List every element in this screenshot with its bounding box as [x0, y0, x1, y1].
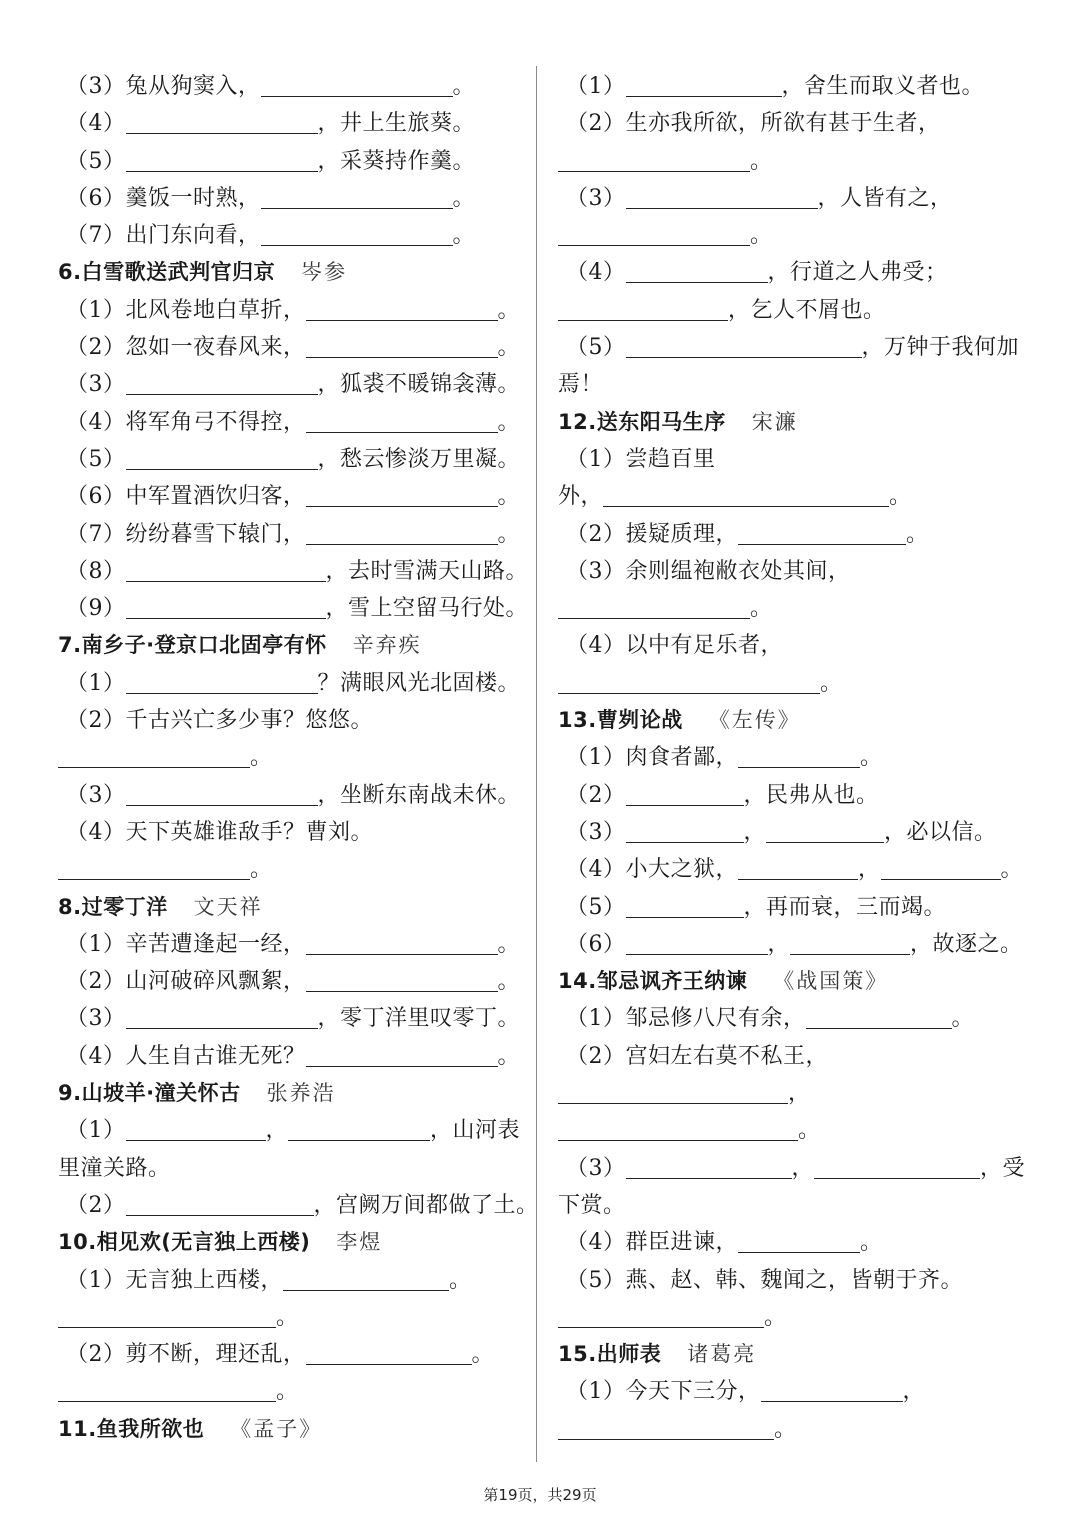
- line-text: 里潼关路。: [58, 1155, 171, 1181]
- line-text: ，必以信。: [884, 819, 997, 845]
- fill-in-blank[interactable]: [558, 1079, 788, 1104]
- line-text: （5）: [566, 335, 626, 361]
- section-heading: 南乡子·登京口北固亭有怀: [81, 633, 327, 658]
- line-text: 。: [497, 335, 521, 361]
- exercise-line: [58, 702, 524, 739]
- column-divider: [536, 66, 537, 1462]
- fill-in-blank[interactable]: [306, 296, 498, 321]
- exercise-line: [58, 105, 524, 142]
- exercise-line: [558, 627, 1028, 664]
- fill-in-blank[interactable]: [126, 781, 318, 806]
- line-text: 。: [449, 1267, 472, 1293]
- line-text: ，零丁洋里叹零丁。: [317, 1006, 521, 1032]
- line-text: 。: [276, 1304, 299, 1330]
- line-text: （4）群臣进谏，: [566, 1230, 738, 1256]
- line-text: （6）羹饭一时熟，: [66, 185, 261, 211]
- line-text: （3）: [566, 1155, 626, 1181]
- exercise-line: [558, 366, 1028, 403]
- exercise-line: [558, 814, 1028, 851]
- exercise-line: [58, 814, 524, 851]
- fill-in-blank[interactable]: [306, 408, 498, 433]
- line-text: ，雪上空留马行处。: [325, 596, 529, 622]
- exercise-line: [558, 665, 1028, 702]
- line-text: 下赏。: [558, 1192, 626, 1218]
- line-text: ，: [788, 1081, 811, 1107]
- section-number: 6.: [58, 260, 82, 285]
- exercise-line: [558, 68, 1028, 105]
- line-text: ，故逐之。: [910, 931, 1023, 957]
- fill-in-blank[interactable]: [288, 1116, 430, 1141]
- section-author: 岑参: [301, 260, 348, 285]
- line-text: （3）: [566, 185, 626, 211]
- fill-in-blank[interactable]: [306, 1340, 472, 1365]
- fill-in-blank[interactable]: [306, 967, 498, 992]
- line-text: 。: [951, 1006, 975, 1032]
- right-column: [558, 68, 1028, 1448]
- exercise-line: [58, 1000, 524, 1037]
- line-text: 。: [1000, 857, 1024, 883]
- exercise-line: [58, 1112, 524, 1149]
- section-author: 《左传》: [708, 708, 801, 733]
- fill-in-blank[interactable]: [261, 72, 453, 97]
- section-title: [558, 1336, 1028, 1373]
- exercise-line: [558, 926, 1028, 963]
- line-text: ，舍生而取义者也。: [781, 74, 985, 99]
- line-text: ，坐断东南战未休。: [317, 782, 521, 808]
- fill-in-blank[interactable]: [626, 1154, 792, 1179]
- line-text: （3）: [66, 782, 126, 808]
- line-text: ，民弗从也。: [743, 782, 879, 808]
- section-title: [558, 404, 1028, 441]
- fill-in-blank[interactable]: [738, 1228, 860, 1253]
- exercise-line: [558, 516, 1028, 553]
- left-column: [58, 68, 539, 1448]
- section-heading: 白雪歌送武判官归京: [81, 260, 276, 285]
- exercise-line: [58, 1150, 524, 1187]
- fill-in-blank[interactable]: [126, 669, 318, 694]
- line-text: （7）纷纷暮雪下辕门，: [66, 521, 306, 547]
- line-text: （1）: [66, 670, 126, 696]
- fill-in-blank[interactable]: [738, 855, 858, 880]
- fill-in-blank[interactable]: [126, 594, 326, 619]
- section-heading: 过零丁洋: [81, 894, 168, 919]
- fill-in-blank[interactable]: [283, 1266, 449, 1291]
- line-text: （2）千古兴亡多少事？悠悠。: [66, 708, 373, 734]
- fill-in-blank[interactable]: [790, 930, 910, 955]
- exercise-line: [58, 68, 524, 105]
- line-text: 。: [497, 521, 521, 547]
- exercise-line: [58, 739, 524, 776]
- fill-in-blank[interactable]: [814, 1154, 980, 1179]
- exercise-line: [558, 1187, 1028, 1224]
- line-text: ，狐裘不暖锦衾薄。: [317, 372, 521, 398]
- line-text: （2）剪不断，理还乱，: [66, 1342, 306, 1368]
- exercise-line: [558, 1224, 1028, 1261]
- fill-in-blank[interactable]: [126, 1004, 318, 1029]
- fill-in-blank[interactable]: [261, 221, 453, 246]
- exercise-line: [58, 1336, 524, 1373]
- line-text: ，: [767, 931, 791, 957]
- exercise-line: [58, 1038, 524, 1075]
- fill-in-blank[interactable]: [261, 184, 453, 209]
- line-text: （9）: [66, 596, 126, 622]
- line-text: （5）: [566, 894, 626, 920]
- line-text: （2）山河破碎风飘絮，: [66, 969, 306, 995]
- line-text: （1）肉食者鄙，: [566, 745, 738, 771]
- fill-in-blank[interactable]: [126, 1116, 266, 1141]
- exercise-line: [558, 1112, 1028, 1149]
- line-text: ，万钟于我何加: [861, 335, 1020, 361]
- line-text: （3）: [66, 1006, 126, 1032]
- section-number: 7.: [58, 633, 82, 658]
- section-title: [58, 889, 524, 926]
- line-text: （3）兔从狗窦入，: [66, 74, 261, 99]
- section-author: 辛弃疾: [352, 633, 422, 658]
- line-text: （4）: [66, 111, 126, 137]
- section-title: [58, 1411, 524, 1448]
- exercise-line: [58, 590, 529, 627]
- section-number: 15.: [558, 1342, 597, 1367]
- exercise-line: [58, 441, 524, 478]
- exercise-line: [58, 777, 524, 814]
- fill-in-blank[interactable]: [558, 221, 750, 246]
- line-text: 。: [497, 297, 521, 323]
- line-text: 。: [497, 484, 521, 510]
- section-author: 《孟子》: [230, 1416, 323, 1441]
- exercise-line: [558, 1373, 1028, 1410]
- fill-in-blank[interactable]: [738, 743, 860, 768]
- line-text: 。: [497, 409, 521, 435]
- line-text: （5）: [66, 446, 126, 472]
- exercise-line: [58, 516, 524, 553]
- line-text: 外，: [558, 484, 604, 510]
- line-text: 。: [452, 185, 476, 211]
- fill-in-blank[interactable]: [766, 818, 884, 843]
- line-text: 。: [750, 223, 773, 249]
- exercise-line: [58, 404, 524, 441]
- line-text: （4）以中有足乐者，: [566, 633, 783, 659]
- exercise-line: [558, 1411, 1028, 1448]
- fill-in-blank[interactable]: [126, 445, 318, 470]
- fill-in-blank[interactable]: [558, 1303, 764, 1328]
- fill-in-blank[interactable]: [58, 855, 250, 880]
- fill-in-blank[interactable]: [626, 781, 744, 806]
- line-text: 。: [860, 745, 883, 771]
- line-text: （1）尝趋百里: [566, 446, 716, 472]
- fill-in-blank[interactable]: [58, 1303, 276, 1328]
- line-text: ，宫阙万间都做了土。: [313, 1192, 539, 1218]
- line-text: （2）宫妇左右莫不私王，: [566, 1043, 828, 1069]
- line-text: 。: [250, 745, 273, 771]
- line-text: 。: [452, 74, 476, 99]
- line-text: （3）: [66, 372, 126, 398]
- line-text: 。: [820, 670, 843, 696]
- exercise-line: [558, 590, 1028, 627]
- fill-in-blank[interactable]: [306, 1042, 498, 1067]
- line-text: （2）生亦我所欲，所欲有甚于生者，: [566, 111, 941, 137]
- section-number: 12.: [558, 409, 597, 434]
- line-text: ？满眼风光北固楼。: [317, 670, 521, 696]
- section-heading: 出师表: [596, 1342, 662, 1367]
- fill-in-blank[interactable]: [126, 1191, 314, 1216]
- fill-in-blank[interactable]: [126, 370, 318, 395]
- section-author: 张养浩: [266, 1081, 336, 1106]
- exercise-line: [58, 665, 524, 702]
- line-text: （6）: [566, 931, 626, 957]
- line-text: ，山河表: [430, 1118, 521, 1144]
- line-text: ，愁云惨淡万里凝。: [317, 446, 521, 472]
- exercise-line: [558, 1075, 1028, 1112]
- line-text: （1）辛苦遭逢起一经，: [66, 931, 306, 957]
- fill-in-blank[interactable]: [626, 258, 768, 283]
- line-text: （5）燕、赵、韩、魏闻之，皆朝于齐。: [566, 1267, 963, 1293]
- section-author: 文天祥: [193, 894, 263, 919]
- fill-in-blank[interactable]: [558, 594, 750, 619]
- exercise-line: [58, 963, 524, 1000]
- line-text: ，去时雪满天山路。: [325, 558, 529, 584]
- exercise-line: [558, 889, 1028, 926]
- fill-in-blank[interactable]: [626, 72, 782, 97]
- fill-in-blank[interactable]: [558, 296, 728, 321]
- exercise-line: [58, 1373, 524, 1410]
- exercise-line: [58, 217, 524, 254]
- line-text: （1）: [566, 74, 626, 99]
- exercise-line: [558, 292, 1028, 329]
- line-text: 。: [774, 1416, 797, 1442]
- section-title: [558, 702, 1028, 739]
- exercise-line: [558, 329, 1028, 366]
- section-heading: 相见欢(无言独上西楼): [96, 1230, 311, 1255]
- section-heading: 山坡羊·潼关怀古: [81, 1081, 241, 1106]
- line-text: （2）: [66, 1192, 126, 1218]
- fill-in-blank[interactable]: [58, 1377, 276, 1402]
- section-author: 《战国策》: [773, 969, 889, 994]
- exercise-line: [58, 478, 524, 515]
- line-text: 焉！: [558, 372, 604, 398]
- exercise-line: [58, 851, 524, 888]
- line-text: （4）: [566, 260, 626, 286]
- section-title: [58, 1224, 524, 1261]
- line-text: 。: [764, 1304, 787, 1330]
- line-text: 。: [497, 1043, 521, 1069]
- section-author: 宋濂: [751, 409, 798, 434]
- line-text: ，: [791, 1155, 815, 1181]
- line-text: （8）: [66, 558, 126, 584]
- section-heading: 鱼我所欲也: [96, 1416, 205, 1441]
- line-text: 。: [750, 148, 773, 174]
- section-number: 9.: [58, 1081, 82, 1106]
- fill-in-blank[interactable]: [306, 333, 498, 358]
- section-title: [558, 963, 1028, 1000]
- line-text: （2）援疑质理，: [566, 521, 738, 547]
- line-text: 。: [750, 596, 773, 622]
- line-text: （4）小大之狱，: [566, 857, 738, 883]
- fill-in-blank[interactable]: [626, 184, 818, 209]
- line-text: 。: [452, 223, 476, 249]
- fill-in-blank[interactable]: [306, 930, 498, 955]
- line-text: 。: [471, 1342, 495, 1368]
- line-text: （1）: [66, 1118, 126, 1144]
- line-text: 。: [497, 931, 521, 957]
- line-text: （7）出门东向看，: [66, 223, 261, 249]
- line-text: （4）将军角弓不得控，: [66, 409, 306, 435]
- exercise-line: [58, 1187, 539, 1224]
- section-title: [58, 1075, 524, 1112]
- section-heading: 曹刿论战: [596, 708, 683, 733]
- exercise-line: [558, 1150, 1028, 1187]
- line-text: ，再而衰，三而竭。: [743, 894, 947, 920]
- section-title: [58, 254, 524, 291]
- line-text: （2）忽如一夜春风来，: [66, 335, 306, 361]
- exercise-line: [58, 926, 524, 963]
- line-text: 。: [798, 1118, 821, 1144]
- section-title: [58, 627, 524, 664]
- line-text: ，受: [980, 1155, 1026, 1181]
- fill-in-blank[interactable]: [626, 930, 768, 955]
- fill-in-blank[interactable]: [126, 109, 318, 134]
- section-number: 13.: [558, 708, 597, 733]
- fill-in-blank[interactable]: [626, 333, 862, 358]
- line-text: ，行道之人弗受；: [767, 260, 948, 286]
- line-text: （5）: [66, 148, 126, 174]
- section-number: 11.: [58, 1416, 97, 1441]
- fill-in-blank[interactable]: [881, 855, 1001, 880]
- line-text: （3）余则缊袍敝衣处其间，: [566, 558, 851, 584]
- section-number: 8.: [58, 894, 82, 919]
- exercise-line: [558, 441, 1028, 478]
- section-author: 诸葛亮: [687, 1342, 757, 1367]
- exercise-line: [558, 217, 1028, 254]
- line-text: （3）: [566, 819, 626, 845]
- line-text: ，采葵持作羹。: [317, 148, 476, 174]
- line-text: ，: [265, 1118, 289, 1144]
- exercise-line: [558, 553, 1028, 590]
- exercise-line: [58, 329, 524, 366]
- line-text: 。: [860, 1230, 883, 1256]
- fill-in-blank[interactable]: [126, 147, 318, 172]
- exercise-line: [558, 1299, 1028, 1336]
- fill-in-blank[interactable]: [626, 893, 744, 918]
- fill-in-blank[interactable]: [558, 1415, 774, 1440]
- line-text: （4）天下英雄谁敌手？曹刘。: [66, 819, 373, 845]
- fill-in-blank[interactable]: [306, 482, 498, 507]
- exercise-line: [558, 143, 1028, 180]
- fill-in-blank[interactable]: [626, 818, 744, 843]
- line-text: ，乞人不屑也。: [728, 297, 886, 323]
- exercise-line: [58, 1299, 524, 1336]
- exercise-line: [58, 143, 524, 180]
- fill-in-blank[interactable]: [806, 1004, 952, 1029]
- fill-in-blank[interactable]: [58, 743, 250, 768]
- exercise-line: [58, 553, 529, 590]
- line-text: ，人皆有之，: [817, 185, 953, 211]
- fill-in-blank[interactable]: [558, 1116, 798, 1141]
- page-footer: 第19页，共29页: [483, 1486, 597, 1504]
- exercise-line: [558, 1000, 1028, 1037]
- exercise-line: [558, 1262, 1028, 1299]
- exercise-line: [558, 180, 1028, 217]
- line-text: 。: [906, 521, 929, 547]
- line-text: （1）无言独上西楼，: [66, 1267, 283, 1293]
- section-number: 10.: [58, 1230, 97, 1255]
- exercise-line: [558, 478, 1028, 515]
- exercise-line: [558, 777, 1028, 814]
- fill-in-blank[interactable]: [761, 1377, 903, 1402]
- line-text: （1）北风卷地白草折，: [66, 297, 306, 323]
- section-number: 14.: [558, 969, 597, 994]
- line-text: （4）人生自古谁无死？: [66, 1043, 306, 1069]
- exercise-line: [58, 292, 524, 329]
- line-text: ，井上生旅葵。: [317, 111, 476, 137]
- exercise-line: [58, 1262, 524, 1299]
- line-text: ，: [902, 1379, 926, 1405]
- exercise-line: [558, 851, 1028, 888]
- exercise-line: [58, 366, 524, 403]
- line-text: 。: [889, 484, 912, 510]
- line-text: 。: [497, 969, 521, 995]
- fill-in-blank[interactable]: [603, 482, 889, 507]
- line-text: （1）邹忌修八尺有余，: [566, 1006, 806, 1032]
- exercise-line: [558, 254, 1028, 291]
- fill-in-blank[interactable]: [558, 147, 750, 172]
- line-text: 。: [276, 1379, 299, 1405]
- exercise-line: [558, 105, 1028, 142]
- exercise-line: [58, 180, 524, 217]
- section-heading: 送东阳马生序: [596, 409, 726, 434]
- fill-in-blank[interactable]: [306, 520, 498, 545]
- line-text: ，: [743, 819, 767, 845]
- section-author: 李煜: [336, 1230, 383, 1255]
- line-text: ，: [858, 857, 881, 883]
- section-heading: 邹忌讽齐王纳谏: [596, 969, 748, 994]
- exercise-line: [558, 1038, 1028, 1075]
- line-text: 。: [250, 857, 273, 883]
- fill-in-blank[interactable]: [558, 669, 820, 694]
- exercise-line: [558, 739, 1028, 776]
- line-text: （2）: [566, 782, 626, 808]
- fill-in-blank[interactable]: [738, 520, 906, 545]
- line-text: （1）今天下三分，: [566, 1379, 761, 1405]
- fill-in-blank[interactable]: [126, 557, 326, 582]
- line-text: （6）中军置酒饮归客，: [66, 484, 306, 510]
